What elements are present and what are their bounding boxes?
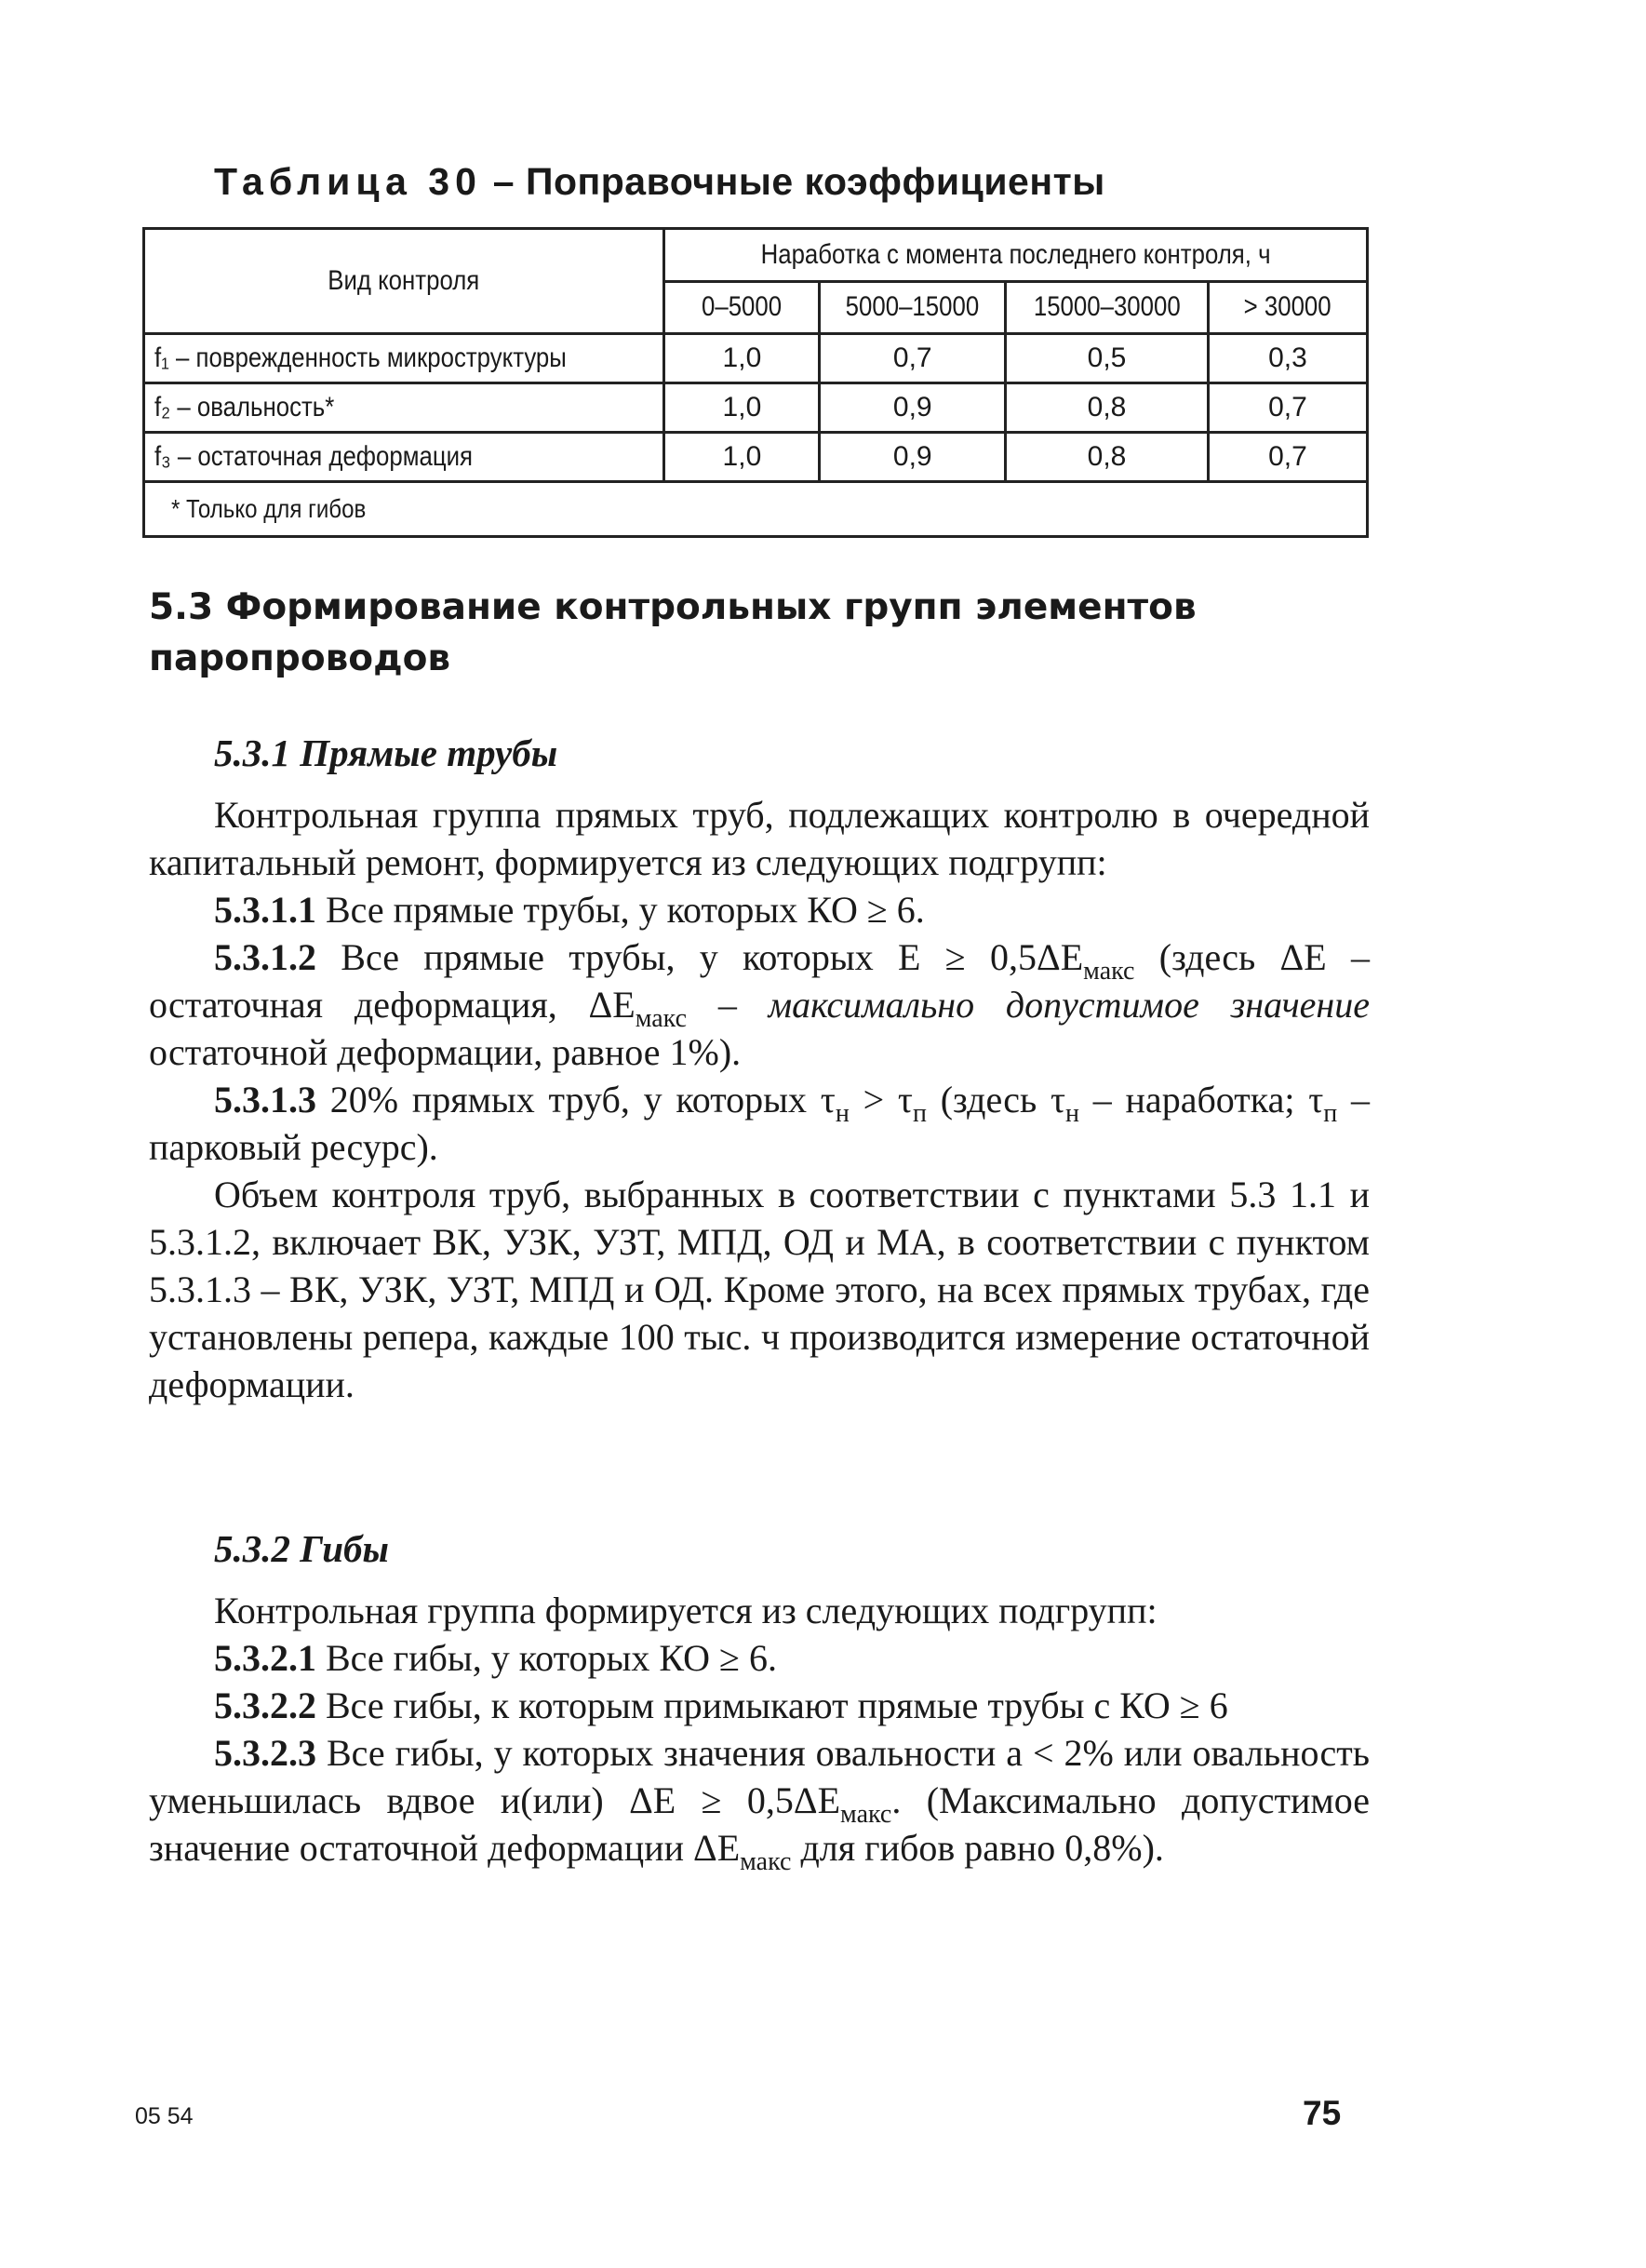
- subsection-body-straight-pipes: [149, 791, 1370, 1408]
- subsection-title-bends: 5.3.2 Гибы: [214, 1527, 389, 1570]
- cell-value: 0,9: [820, 433, 1006, 482]
- cell-value: 0,8: [1006, 383, 1209, 433]
- table-title-text: – Поправочные коэффициенты: [481, 160, 1105, 203]
- table-footnote-row: [144, 482, 1368, 537]
- paragraph: 5.3.1.2 Все прямые трубы, у которых $E \ge 0,5\Delta E_{макс}$ (здесь ΔE – остаточная деформация, $\Delta E_{макс}$ – максимально допустимое значение остаточной деформации, равное 1%).: [149, 936, 1371, 1073]
- table-row: [144, 433, 1368, 482]
- correction-coefficients-table: [142, 227, 1369, 538]
- page-number: 75: [1303, 2094, 1342, 2132]
- paragraph: Контрольная группа прямых труб, подлежащих контролю в очередной капитальный ремонт, формируется из следующих подгрупп:: [149, 794, 1370, 883]
- subsection-title-straight-pipes: 5.3.1 Прямые трубы: [214, 731, 558, 774]
- row-label: f₁ – поврежденность микроструктуры: [144, 334, 664, 383]
- row-label: f₃ – остаточная деформация: [144, 433, 664, 482]
- paragraph: 5.3.1.1 Все прямые трубы, у которых КО ≥ 6.: [214, 889, 925, 931]
- paragraph: 5.3.1.3 20% прямых труб, у которых $\tau_н > \tau_п$ (здесь $\tau_н$ – наработка; $\tau_п$ – парковый ресурс).: [149, 1079, 1371, 1168]
- cell-value: 1,0: [664, 334, 820, 383]
- table-title: [214, 160, 1442, 204]
- cell-value: 0,7: [1208, 433, 1367, 482]
- header-range: 5000–15000: [820, 281, 1006, 334]
- section-title: 5.3 Формирование контрольных групп элементов паропроводов: [149, 586, 1197, 679]
- header-kind: Вид контроля: [144, 229, 664, 334]
- cell-value: 1,0: [664, 433, 820, 482]
- table-title-label: Таблица 30: [214, 160, 482, 203]
- cell-value: 0,7: [1208, 383, 1367, 433]
- cell-value: 0,5: [1006, 334, 1209, 383]
- paragraph: 5.3.2.1 Все гибы, у которых КО ≥ 6.: [214, 1637, 777, 1679]
- paragraph: 5.3.2.2 Все гибы, к которым примыкают прямые трубы с КО ≥ 6: [214, 1684, 1228, 1726]
- subsection-body-bends: [149, 1587, 1370, 1876]
- header-range: > 30000: [1208, 281, 1367, 334]
- paragraph: Контрольная группа формируется из следующих подгрупп:: [214, 1590, 1158, 1631]
- header-group: Наработка с момента последнего контроля, ч: [664, 229, 1368, 282]
- footer-code: 05 54: [135, 2103, 194, 2129]
- table-row: [144, 334, 1368, 383]
- cell-value: 0,3: [1208, 334, 1367, 383]
- table-header-row: [144, 229, 1368, 282]
- paragraph: 5.3.2.3 Все гибы, у которых значения овальности а < 2% или овальность уменьшилась вдвое и(или) $\Delta E \ge 0,5\Delta E_{макс}$. (Максимально допустимое значение остаточной деформации $\Delta E_{макс}$ для гибов равно 0,8%).: [149, 1732, 1370, 1876]
- paragraph: Объем контроля труб, выбранных в соответствии с пунктами 5.3 1.1 и 5.3.1.2, включает ВК, УЗК, УЗТ, МПД, ОД и МА, в соответствии с пунктом 5.3.1.3 – ВК, УЗК, УЗТ, МПД и ОД. Кроме этого, на всех прямых трубах, где установлены репера, каждые 100 тыс. ч производится измерение остаточной деформации.: [149, 1174, 1370, 1405]
- cell-value: 0,8: [1006, 433, 1209, 482]
- row-label: f₂ – овальность*: [144, 383, 664, 433]
- cell-value: 1,0: [664, 383, 820, 433]
- table-row: [144, 383, 1368, 433]
- header-range: 15000–30000: [1006, 281, 1209, 334]
- header-range: 0–5000: [664, 281, 820, 334]
- cell-value: 0,9: [820, 383, 1006, 433]
- table-footnote: * Только для гибов: [144, 482, 1368, 537]
- cell-value: 0,7: [820, 334, 1006, 383]
